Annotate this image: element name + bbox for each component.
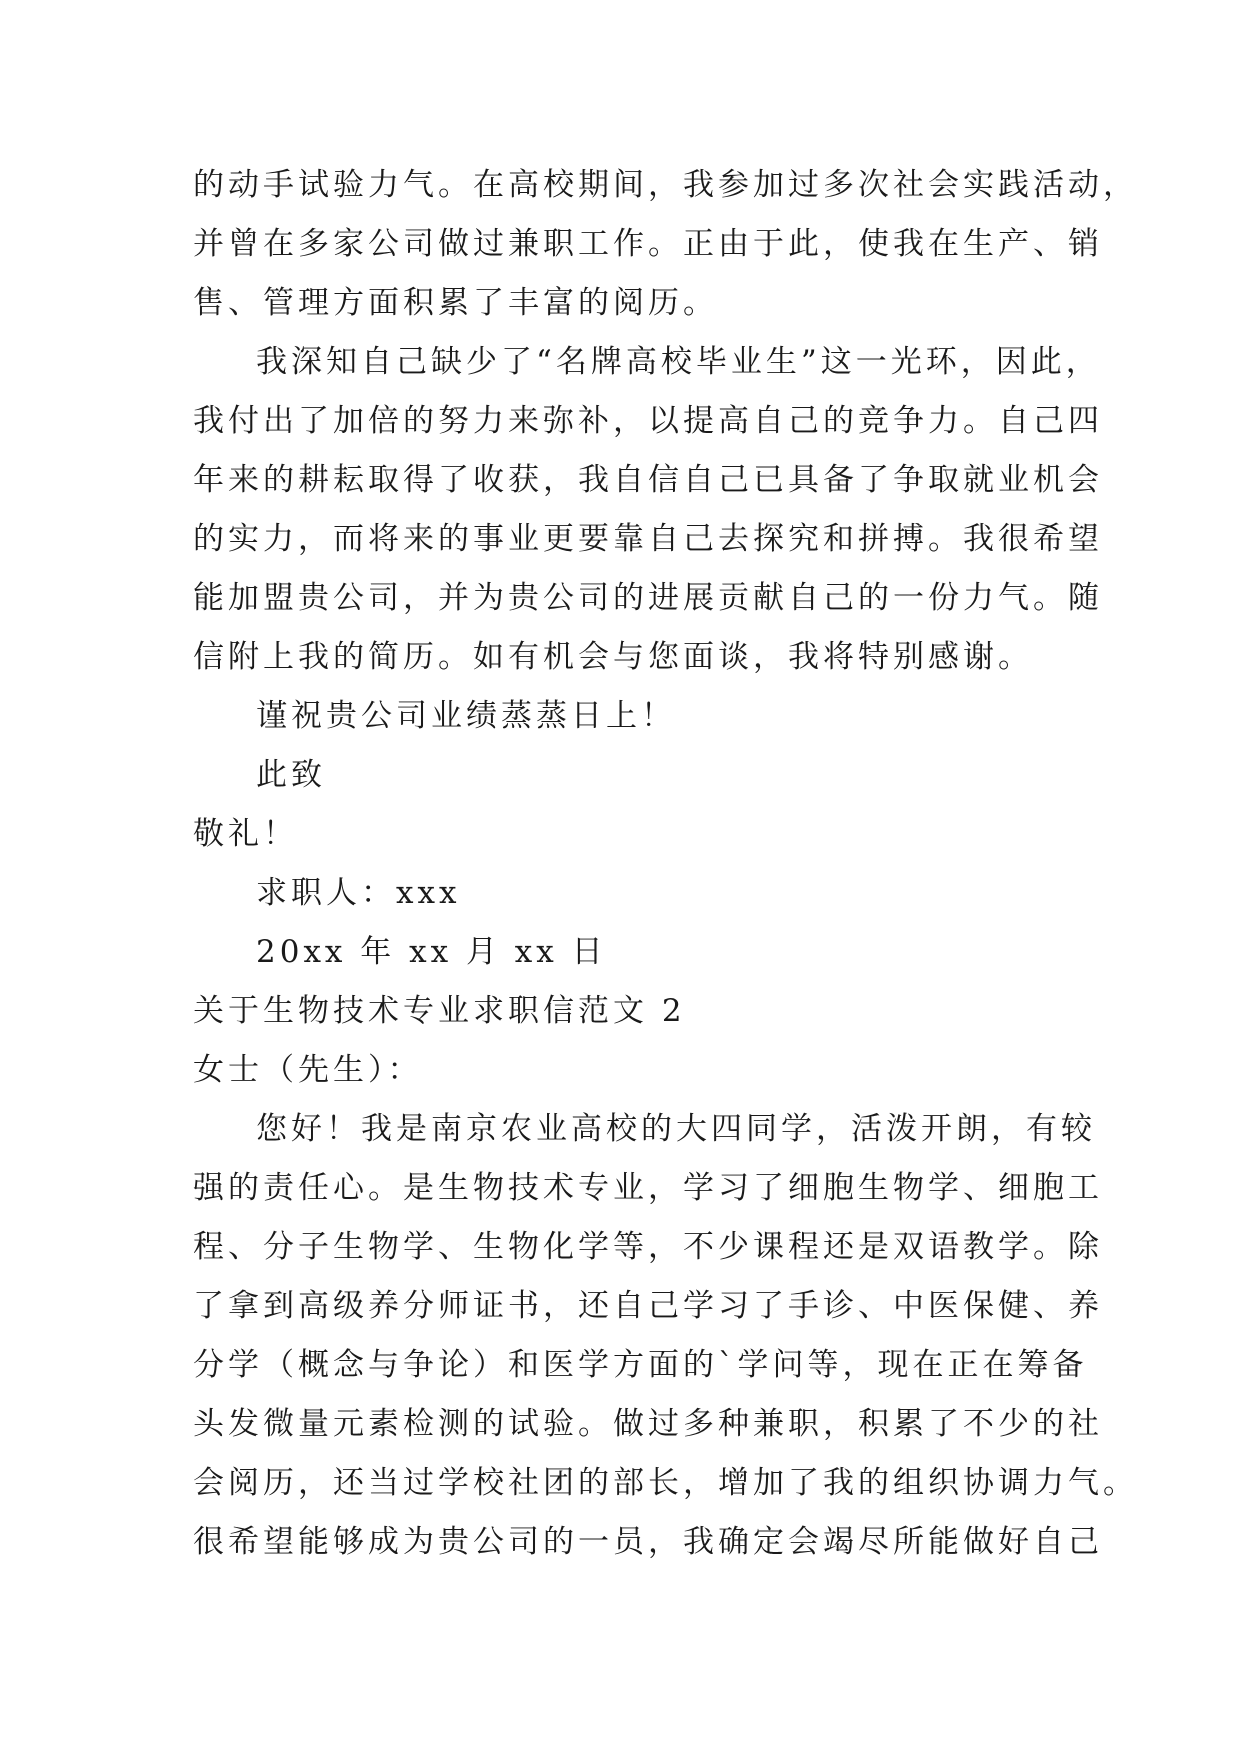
- text-line: 我付出了加倍的努力来弥补，以提高自己的竞争力。自己四: [193, 403, 1103, 439]
- text-line: 很希望能够成为贵公司的一员，我确定会竭尽所能做好自己: [193, 1524, 1103, 1560]
- letter-greeting: 女士（先生）：: [193, 1052, 423, 1088]
- text-line: 年来的耕耘取得了收获，我自信自己已具备了争取就业机会: [193, 462, 1103, 498]
- text-line: 售、管理方面积累了丰富的阅历。: [193, 285, 718, 321]
- section-title: 关于生物技术专业求职信范文 2: [193, 993, 686, 1029]
- text-line: 的动手试验力气。在高校期间，我参加过多次社会实践活动，: [193, 167, 1138, 203]
- text-line: 强的责任心。是生物技术专业，学习了细胞生物学、细胞工: [193, 1170, 1103, 1206]
- text-line: 会阅历，还当过学校社团的部长，增加了我的组织协调力气。: [193, 1465, 1138, 1501]
- paragraph-start-line: 您好！我是南京农业高校的大四同学，活泼开朗，有较: [256, 1111, 1096, 1147]
- salutation-regards: 敬礼！: [193, 816, 298, 852]
- text-line: 能加盟贵公司，并为贵公司的进展贡献自己的一份力气。随: [193, 580, 1103, 616]
- text-line: 分学（概念与争论）和医学方面的`学问等，现在正在筹备: [193, 1347, 1088, 1383]
- text-line: 的实力，而将来的事业更要靠自己去探究和拼搏。我很希望: [193, 521, 1103, 557]
- closing-wish: 谨祝贵公司业绩蒸蒸日上！: [256, 698, 676, 734]
- text-line: 了拿到高级养分师证书，还自己学习了手诊、中医保健、养: [193, 1288, 1103, 1324]
- salutation-closing: 此致: [256, 757, 326, 793]
- text-line: 程、分子生物学、生物化学等，不少课程还是双语教学。除: [193, 1229, 1103, 1265]
- paragraph-start-line: 我深知自己缺少了“名牌高校毕业生”这一光环，因此，: [256, 344, 1101, 380]
- text-line: 头发微量元素检测的试验。做过多种兼职，积累了不少的社: [193, 1406, 1103, 1442]
- letter-date: 20xx 年 xx 月 xx 日: [256, 934, 607, 970]
- text-line: 信附上我的简历。如有机会与您面谈，我将特别感谢。: [193, 639, 1033, 675]
- applicant-signature: 求职人：xxx: [256, 875, 461, 911]
- text-line: 并曾在多家公司做过兼职工作。正由于此，使我在生产、销: [193, 226, 1103, 262]
- document-body: [193, 156, 1138, 1572]
